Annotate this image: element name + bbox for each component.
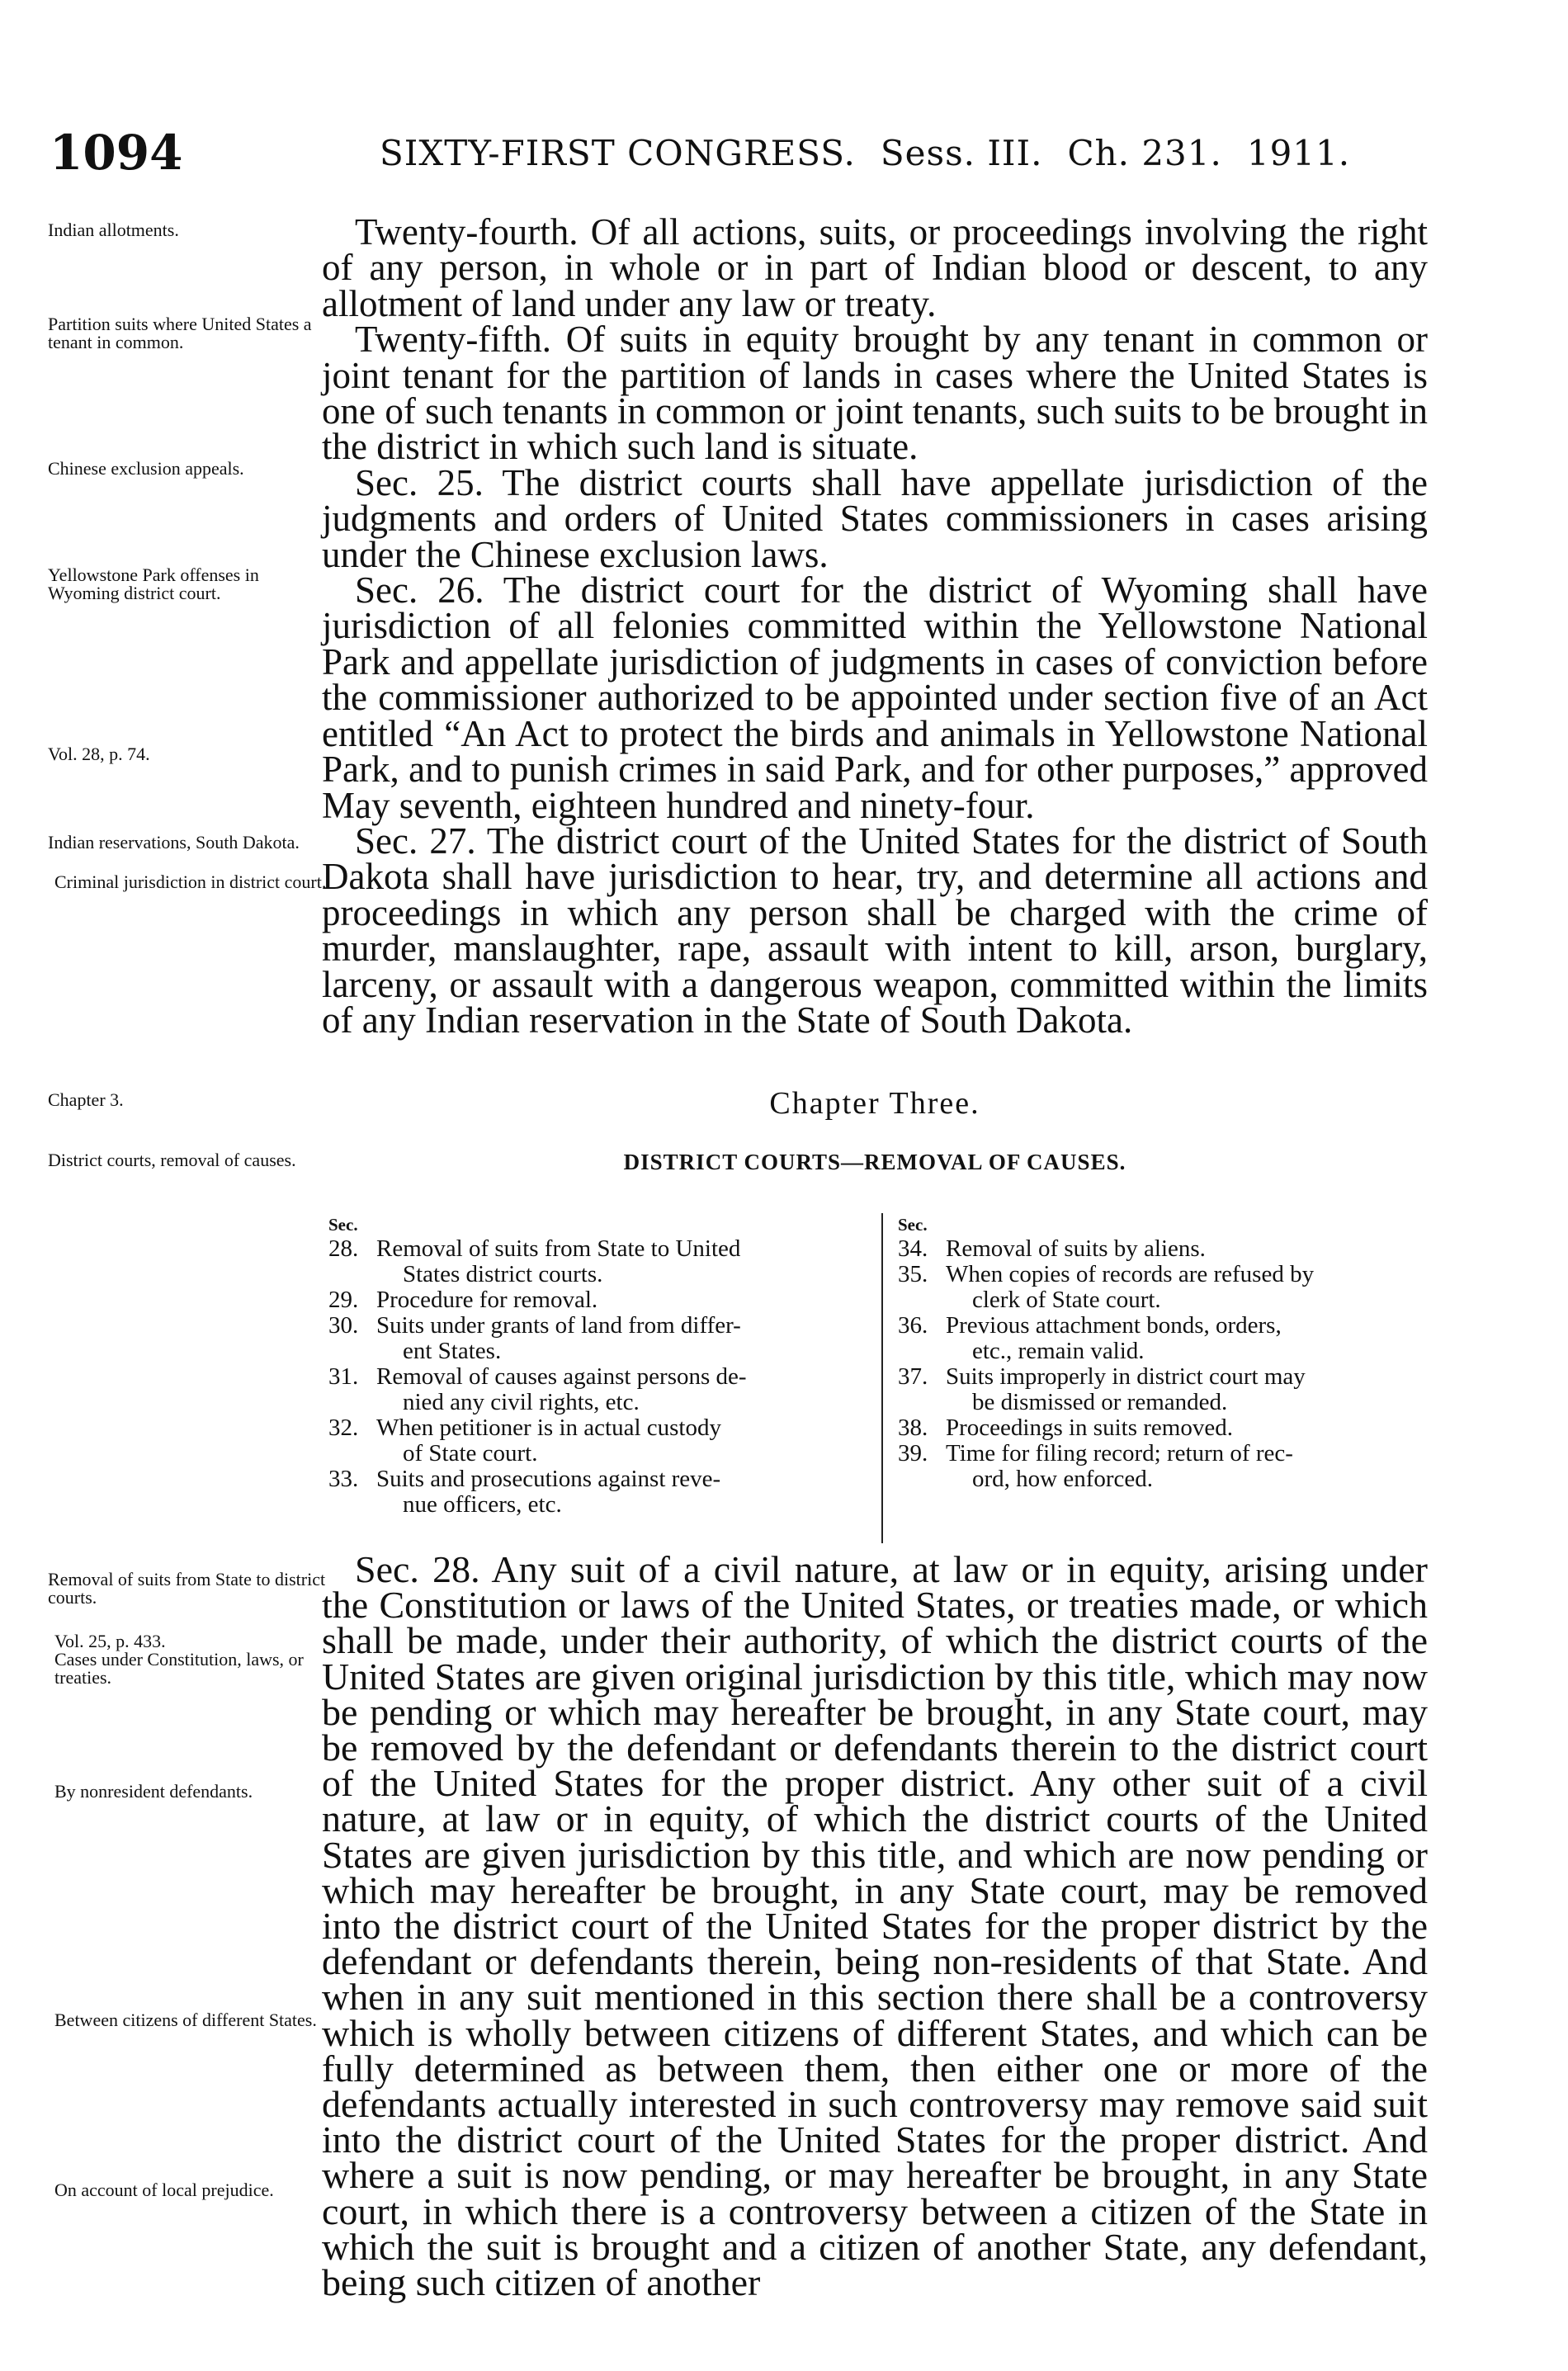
column-divider [881,1213,883,1543]
toc-text: When petitioner is in actual custody [376,1415,721,1441]
margin-note: Removal of suits from State to district courts. [48,1569,326,1608]
toc-text: Suits under grants of land from differ- [376,1312,741,1339]
margin-note: Chapter 3. [48,1089,124,1110]
margin-note: Yellowstone Park offenses in Wyoming district court. [48,564,259,603]
toc-cont: nue officers, etc. [403,1491,562,1518]
toc-cont: of State court. [403,1440,538,1467]
toc-item [328,1287,865,1313]
margin-note: District courts, removal of causes. [48,1150,296,1170]
toc-item [898,1262,1418,1313]
chapter-subtitle: DISTRICT COURTS—REMOVAL OF CAUSES. [623,1150,1126,1174]
toc-column-right [898,1213,1418,1492]
toc-cont: States district courts. [403,1261,603,1287]
margin-note: Vol. 25, p. 433. [54,1631,166,1651]
sec-label: Sec. [328,1215,358,1235]
toc-item [328,1236,865,1287]
toc-num: 29. [328,1287,359,1313]
paragraph: Sec. 26. The district court for the district of Wyoming shall have jurisdiction of all felonies committed within the Yellowstone National Park and appellate jurisdiction of judgments in cases of conviction before the commissioner authorized to be appointed under section five of an Act entitled “An Act to protect the birds and animals in Yellowstone National Park, and to punish crimes in said Park, and for other purposes,” approved May seventh, eighteen hundred and ninety-four. [322,569,1428,826]
margin-note: Criminal jurisdiction in district court. [54,871,327,892]
session-label: Sess. III. [880,133,1043,173]
toc-num: 35. [898,1261,928,1287]
toc-text: Previous attachment bonds, orders, [946,1312,1282,1339]
toc-item [898,1236,1418,1262]
margin-note: On account of local prejudice. [54,2180,274,2200]
toc-num: 38. [898,1415,928,1441]
toc-text: When copies of records are refused by [946,1261,1315,1287]
toc-text: Proceedings in suits removed. [946,1415,1233,1441]
paragraph: Twenty-fourth. Of all actions, suits, or proceedings involving the right of any person, in whole or in part of Indian blood or descent, to any allotment of land under any law or treaty. [322,211,1428,324]
main-text-top [322,211,1428,1041]
page-number: 1094 [50,125,183,181]
toc-text: Suits improperly in district court may [946,1363,1306,1390]
toc-num: 37. [898,1363,928,1390]
toc-cont: etc., remain valid. [972,1338,1145,1364]
margin-note: Indian allotments. [48,220,179,240]
toc-item [898,1441,1418,1492]
margin-note: Partition suits where United States a tenant in common. [48,314,312,352]
toc-cont: nied any civil rights, etc. [403,1389,640,1415]
margin-note: Vol. 28, p. 74. [48,744,150,764]
paragraph: Sec. 25. The district courts shall have appellate jurisdiction of the judgments and orders of United States commissioners in cases arising under the Chinese exclusion laws. [322,461,1428,575]
margin-note: Between citizens of different States. [54,2010,317,2030]
toc-text: Procedure for removal. [376,1287,598,1313]
toc-num: 32. [328,1415,359,1441]
toc-cont: ord, how enforced. [972,1466,1154,1492]
toc-cont: ent States. [403,1338,502,1364]
toc-cont: clerk of State court. [972,1287,1161,1313]
chapter-label: Ch. 231. [1067,133,1222,173]
toc-item [898,1313,1418,1364]
margin-note: By nonresident defendants. [54,1781,253,1802]
toc-text: Time for filing record; return of rec- [946,1440,1293,1467]
chapter-title: Chapter Three. [769,1086,980,1121]
toc-num: 36. [898,1312,928,1339]
margin-note: Cases under Constitution, laws, or treaties. [54,1649,304,1688]
toc-num: 28. [328,1235,359,1262]
toc-num: 39. [898,1440,928,1467]
toc-item [898,1415,1418,1441]
toc-column-left [328,1213,865,1518]
main-text-bottom [322,1548,1428,2304]
toc-item [328,1313,865,1364]
toc-text: Suits and prosecutions against reve- [376,1466,721,1492]
year-label: 1911. [1246,133,1351,173]
paragraph: Twenty-fifth. Of suits in equity brought by any tenant in common or joint tenant for the partition of lands in cases where the United States is one of such tenants in common or joint tenants, such suits to be brought in the district in which such land is situate. [322,319,1428,468]
toc-num: 34. [898,1235,928,1262]
toc-num: 33. [328,1466,359,1492]
toc-cont: be dismissed or remanded. [972,1389,1228,1415]
margin-note: Indian reservations, South Dakota. [48,832,300,853]
toc-text: Removal of suits from State to United [376,1235,741,1262]
toc-item [328,1467,865,1518]
running-header [50,124,1469,190]
margin-note: Chinese exclusion appeals. [48,458,244,479]
paragraph: Sec. 28. Any suit of a civil nature, at law or in equity, arising under the Constitution or laws of the United States, or treaties made, or which shall be made, under their authority, of which the district courts of the United States are given original jurisdiction by this title, which may now be pending or which may hereafter be brought, in any State court, may be removed by the defendant or defendants therein to the district court of the United States for the proper district. Any other suit of a civil nature, at law or in equity, of which the district courts of the United States are given jurisdiction by this title, and which are now pending or which may hereafter be brought, in any State court, may be removed into the district court of the United States for the proper district by the defendant or defendants therein, being non-residents of that State. And when in any suit mentioned in this section there shall be a controversy which is wholly between citizens of different States, and which can be fully determined as between them, then either one or more of the defendants actually interested in such controversy may remove said suit into the district court of the United States for the proper district. And where a suit is now pending, or may hereafter be brought, in any State court, in which there is a controversy between a citizen of the State in which the suit is brought and a citizen of another State, any defendant, being such citizen of another [322,1548,1428,2304]
paragraph: Sec. 27. The district court of the United States for the district of South Dakota shall have jurisdiction to hear, try, and determine all actions and proceedings in which any person shall be charged with the crime of murder, manslaughter, rape, assault with intent to kill, arson, burglary, larceny, or assault with a dangerous weapon, committed within the limits of any Indian reservation in the State of South Dakota. [322,819,1428,1041]
toc-item [328,1415,865,1467]
toc-num: 31. [328,1363,359,1390]
running-title [380,129,1350,178]
congress-title: SIXTY-FIRST CONGRESS. [380,133,856,173]
toc-text: Removal of causes against persons de- [376,1363,747,1390]
toc-item [898,1364,1418,1415]
sec-label: Sec. [898,1215,928,1235]
toc-num: 30. [328,1312,359,1339]
toc-text: Removal of suits by aliens. [946,1235,1206,1262]
toc-item [328,1364,865,1415]
